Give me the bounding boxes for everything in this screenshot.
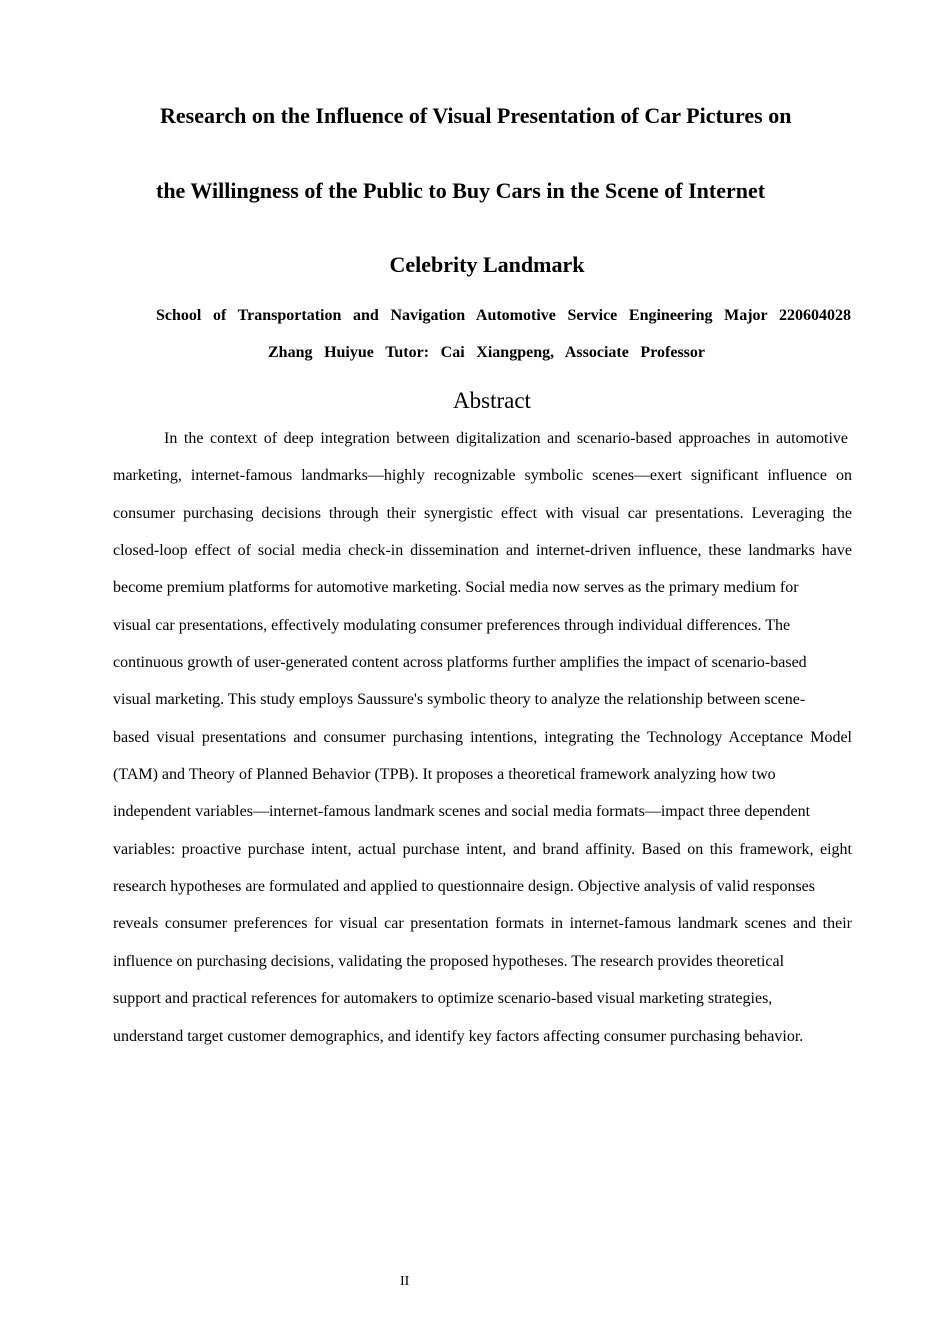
abstract-line: research hypotheses are formulated and applied to questionnaire design. Objective analysis of valid responses xyxy=(113,878,815,895)
abstract-line: visual marketing. This study employs Saussure's symbolic theory to analyze the relationship between scene- xyxy=(113,691,806,708)
abstract-line: reveals consumer preferences for visual car presentation formats in internet-famous landmark scenes and their xyxy=(113,915,852,932)
abstract-line: closed-loop effect of social media check-in dissemination and internet-driven influence, these landmarks have xyxy=(113,542,852,559)
abstract-line: variables: proactive purchase intent, actual purchase intent, and brand affinity. Based on this framework, eight xyxy=(113,841,852,858)
abstract-line: In the context of deep integration between digitalization and scenario-based approaches in automotive xyxy=(164,430,848,447)
abstract-line: support and practical references for automakers to optimize scenario-based visual marketing strategies, xyxy=(113,990,773,1007)
title-line-2: the Willingness of the Public to Buy Cars in the Scene of Internet xyxy=(156,178,766,203)
abstract-line: consumer purchasing decisions through their synergistic effect with visual car presentations. Leveraging the xyxy=(113,505,852,522)
title-line-3: Celebrity Landmark xyxy=(389,252,585,277)
affiliation-line-2: Zhang Huiyue Tutor: Cai Xiangpeng, Associate Professor xyxy=(268,344,705,361)
abstract-line: influence on purchasing decisions, validating the proposed hypotheses. The research provides theoretical xyxy=(113,953,785,970)
abstract-line: based visual presentations and consumer purchasing intentions, integrating the Technology Acceptance Model xyxy=(113,729,852,746)
abstract-line: understand target customer demographics, and identify key factors affecting consumer purchasing behavior. xyxy=(113,1028,804,1045)
title-line-1: Research on the Influence of Visual Presentation of Car Pictures on xyxy=(160,103,792,128)
abstract-line: (TAM) and Theory of Planned Behavior (TPB). It proposes a theoretical framework analyzing how two xyxy=(113,766,776,783)
abstract-line: continuous growth of user-generated content across platforms further amplifies the impact of scenario-based xyxy=(113,654,807,671)
page-number: II xyxy=(400,1274,410,1289)
abstract-line: become premium platforms for automotive marketing. Social media now serves as the primary medium for xyxy=(113,579,799,596)
abstract-line: marketing, internet-famous landmarks—highly recognizable symbolic scenes—exert significant influence on xyxy=(113,467,852,484)
abstract-line: visual car presentations, effectively modulating consumer preferences through individual differences. The xyxy=(113,617,791,634)
affiliation-line-1: School of Transportation and Navigation Automotive Service Engineering Major 220604028 xyxy=(156,307,851,324)
abstract-line: independent variables—internet-famous landmark scenes and social media formats—impact three dependent xyxy=(113,803,811,820)
abstract-heading: Abstract xyxy=(453,388,531,413)
